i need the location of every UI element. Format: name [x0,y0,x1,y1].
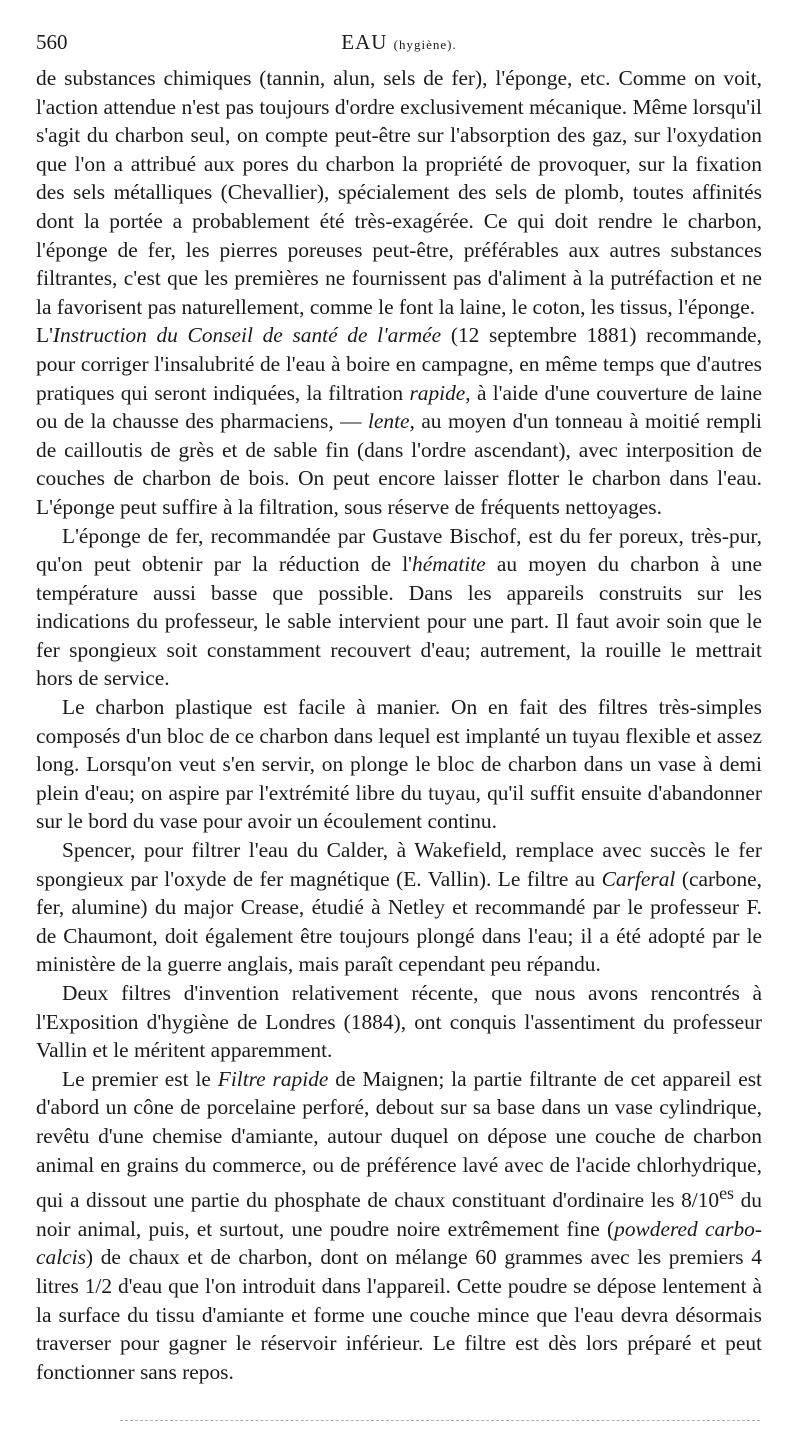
running-head [36,30,762,56]
paragraph-3 [36,522,762,694]
paragraph-2-text: , au moyen d'un tonneau à moitié rempli de cailloutis de grès et de sable fin (dans l'ordre ascendant), avec interposition de couches de charbon de bois. On peut encore laisser flotter le charbon dans l'eau. L'éponge peut suffire à la filtration, sous réserve de fréquents nettoyages. [36,409,762,519]
emphasis-carferal: Carferal [601,866,676,891]
paragraph-7 [36,1065,762,1387]
paragraph-2-text: L' [36,323,53,348]
paragraph-7-text: du noir animal, puis, et surtout, une poudre noire extrêmement fine ( [36,1188,762,1241]
paragraph-2-text: , à l'aide d'une couverture de laine ou de la chausse des pharmaciens, — [36,380,763,434]
paragraph-2-text: (12 septembre 1881) recommande, pour corriger l'insalubrité de l'eau à boire en campagne, en même temps que d'autres pratiques qui seront indiquées, la filtration [36,323,762,405]
body-text [36,64,762,1386]
paragraph-4: Le charbon plastique est facile à manier. On en fait des filtres très-simples composés d'un bloc de ce charbon dans lequel est implanté un tuyau flexible et assez long. Lorsqu'on veut s'en servir, on plonge le bloc de charbon dans un vase à demi plein d'eau; on aspire par l'extrémité libre du tuyau, qu'il suffit ensuite d'abandonner sur le bord du vase pour avoir un écoulement continu. [36,695,762,834]
emphasis-carbo-calcis: powdered carbo-calcis [36,1216,762,1270]
superscript-es: es [719,1183,734,1204]
paragraph-7-text: de Maignen; la partie filtrante de cet appareil est d'abord un cône de porcelaine perforé, debout sur sa base dans un vase cylindrique, revêtu d'une chemise d'amiante, autour duquel on dépose une couche de charbon animal en grains du commerce, ou de préférence lavé avec de l'acide chlorhydrique, qui a dissout une partie du phosphate de chaux constituant d'ordinaire les 8/10 [36,1066,762,1213]
page-number: 560 [36,30,68,54]
footer-rule [120,1420,760,1421]
emphasis-rapide: rapide [409,380,466,405]
running-title [36,30,762,55]
emphasis-filtre-rapide: Filtre rapide [217,1066,329,1091]
running-title-sub: (hygiène). [393,37,457,52]
paragraph-3-text: L'éponge de fer, recommandée par Gustave Bischof, est du fer poreux, très-pur, qu'on peut obtenir par la réduction de l' [36,523,762,577]
running-title-main: EAU [341,30,388,54]
emphasis-lente: lente [367,409,410,434]
paragraph-7-text: Le premier est le [62,1066,218,1091]
paragraph-5-text: Spencer, pour filtrer l'eau du Calder, à Wakefield, remplace avec succès le fer spongieux par l'oxyde de fer magnétique (E. Vallin). Le filtre au [36,838,762,891]
paragraph-1: de substances chimiques (tannin, alun, sels de fer), l'éponge, etc. Comme on voit, l'action attendue n'est pas toujours d'ordre exclusivement mécanique. Même lorsqu'il s'agit du charbon seul, on compte peut-être sur l'absorption des gaz, sur l'oxydation que l'on a attribué aux pores du charbon la propriété de provoquer, sur la fixation des sels métalliques (Chevallier), spécialement des sels de plomb, toutes affinités dont la portée a probablement été très-exagérée. Ce qui doit rendre le charbon, l'éponge de fer, les pierres poreuses peut-être, préférables aux autres substances filtrantes, c'est que les premières ne fournissent pas d'aliment à la putréfaction et ne la favorisent pas naturellement, comme le font la laine, le coton, les tissus, l'éponge. [36,66,762,319]
emphasis-hematite: hématite [412,552,486,577]
paragraph-7-text: ) de chaux et de charbon, dont on mélange 60 grammes avec les premiers 4 litres 1/2 d'eau que l'on introduit dans l'appareil. Cette poudre se dépose lentement à la surface du tissu d'amiante et forme une couche mince que l'eau devra désormais traverser pour gagner le réservoir inférieur. Le filtre est dès lors préparé et peut fonctionner sans repos. [36,1245,762,1384]
paragraph-6: Deux filtres d'invention relativement récente, que nous avons rencontrés à l'Exposition d'hygiène de Londres (1884), ont conquis l'assentiment du professeur Vallin et le méritent apparemment. [36,981,762,1063]
paragraph-3-text: au moyen du charbon à une température aussi basse que possible. Dans les appareils construits sur les indications du professeur, le sable intervient pour une part. Il faut avoir soin que le fer spongieux soit constamment recouvert d'eau; autrement, la rouille le mettrait hors de service. [36,552,762,691]
paragraph-2 [36,321,762,521]
instruction-title: Instruction du Conseil de santé de l'armée [52,323,442,348]
paragraph-5-text: (carbone, fer, alumine) du major Crease, étudié à Netley et recommandé par le professeur F. de Chaumont, doit également être toujours plongé dans l'eau; il a été adopté par le ministère de la guerre anglais, mais paraît cependant peu répandu. [36,866,762,977]
paragraph-5 [36,836,762,979]
